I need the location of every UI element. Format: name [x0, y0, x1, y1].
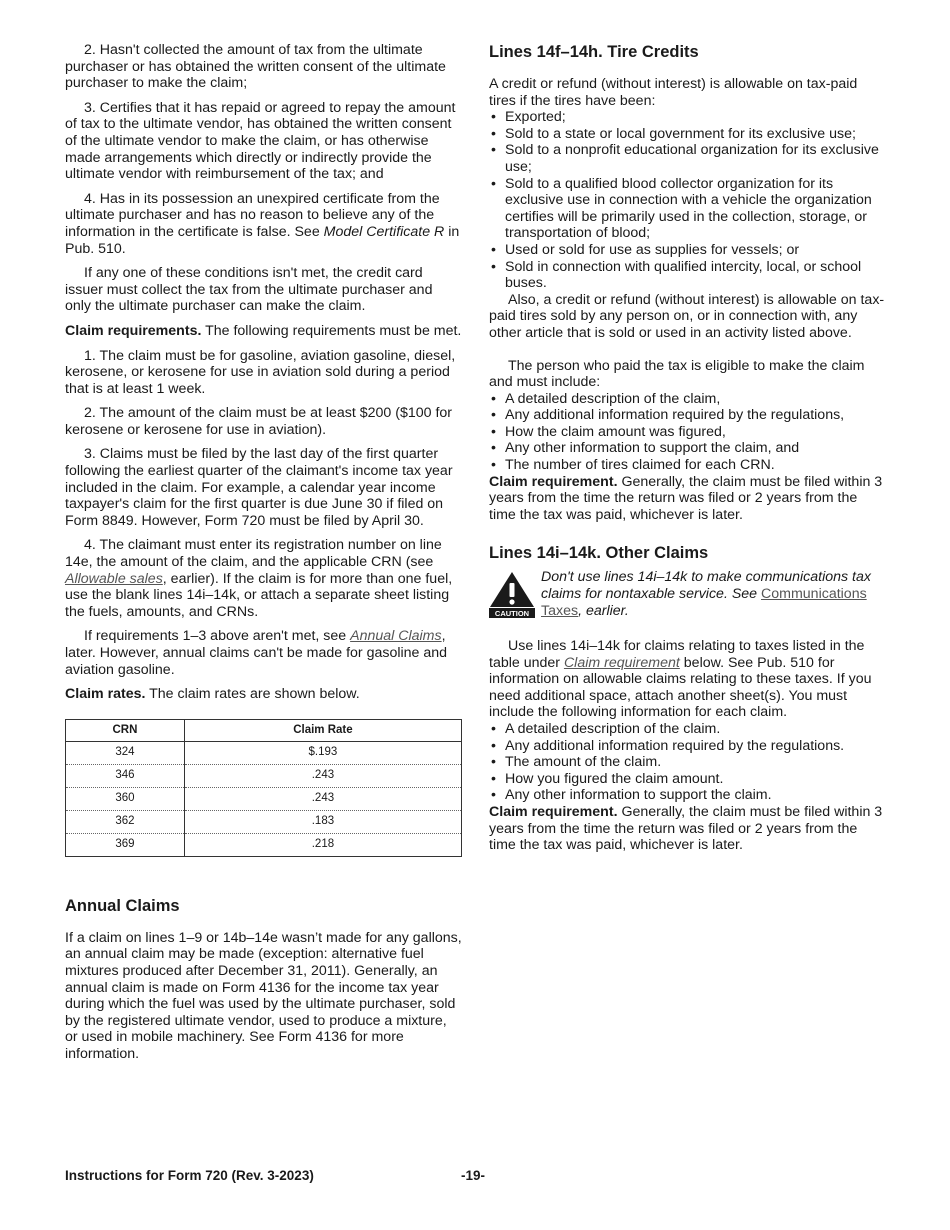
page-number: -19- — [461, 1168, 486, 1183]
claim-requirement-paragraph: Claim requirement. Generally, the claim must be filed within 3 years from the time the return was filed or 2 years from the time the tax was paid, whichever is later. — [489, 473, 883, 523]
list-item: • Used or sold for use as supplies for vessels; or — [489, 242, 886, 259]
list-item: • Exported; — [489, 109, 886, 126]
column-header: CRN — [66, 719, 185, 741]
table-row — [66, 741, 462, 764]
run-in-heading: Claim requirement. — [489, 803, 618, 820]
table-cell: 362 — [66, 810, 185, 833]
table-cell: .243 — [184, 764, 461, 787]
claim-requirements-paragraph: Claim requirements. The following requirements must be met. — [65, 322, 462, 339]
paragraph: If a claim on lines 1–9 or 14b–14e wasn’t made for any gallons, an annual claim may be made (exception: alternative fuel mixtures produced after December 31, 2011). Generally, an annual claim is made on Form 4136 for the income tax year during which the fuel was used by the ultimate purchaser, sold by the registered ultimate vendor, used to produce a mixture, or used in mobile machinery. See Form 4136 for more information. — [65, 929, 462, 1062]
list-item: • How the claim amount was figured, — [489, 424, 886, 441]
requirement-1: 1. The claim must be for gasoline, aviation gasoline, diesel, kerosene, or kerosene for use in aviation sold during a period that is at least 1 week. — [65, 347, 456, 397]
table-row — [66, 787, 462, 810]
list-item: • Sold to a qualified blood collector organization for its exclusive use in connection with a vehicle the organization certifies will be primarily used in the collection, storage, or transportation of blood; — [489, 176, 886, 242]
left-column — [65, 42, 462, 1063]
list-item: • A detailed description of the claim, — [489, 391, 886, 408]
requirement-4: 4. The claimant must enter its registration number on line 14e, the amount of the claim, and the applicable CRN (see Allowable sales, earlier). If the claim is for more than one fuel, use the blank lines 14i–14k, or attach a separate sheet listing the fuels, amounts, and CRNs. — [65, 537, 453, 620]
table-cell: 324 — [66, 741, 185, 764]
list-item: • The number of tires claimed for each CRN. — [489, 457, 886, 474]
claim-requirement-link[interactable]: Claim requirement — [563, 654, 680, 671]
table-header-row — [66, 719, 462, 741]
table-row — [66, 764, 462, 787]
paragraph: 2. Hasn't collected the amount of tax from the ultimate purchaser or has obtained the written consent of the ultimate purchaser to make the claim; — [65, 42, 446, 92]
warning-triangle-icon — [489, 571, 535, 619]
paragraph: The person who paid the tax is eligible to make the claim and must include: — [489, 357, 865, 391]
paragraph: 4. Has in its possession an unexpired certificate from the ultimate purchaser and has no reason to believe any of the information in the certificate is false. See Model Certificate R in Pub. 510. — [65, 190, 460, 257]
column-header: Claim Rate — [184, 719, 461, 741]
run-in-heading: Claim requirements. — [65, 322, 202, 339]
list-item: • Sold in connection with qualified intercity, local, or school buses. — [489, 259, 886, 292]
tire-credits-heading: Lines 14f–14h. Tire Credits — [489, 43, 699, 61]
caution-text: Don't use lines 14i–14k to make communications tax claims for nontaxable service. See Communications Taxes, earlier. — [541, 569, 871, 619]
paragraph: If any one of these conditions isn't met, the credit card issuer must collect the tax from the ultimate purchaser and only the ultimate purchaser can make the claim. — [65, 265, 433, 315]
paragraph: 3. Certifies that it has repaid or agreed to repay the amount of tax to the ultimate vendor, has obtained the written consent of the ultimate vendor to make the claim, or has otherwise made arrangements which directly or indirectly provide the ultimate vendor with reimbursement of the tax; and — [65, 99, 456, 183]
other-claims-heading: Lines 14i–14k. Other Claims — [489, 544, 709, 563]
list-item: • Sold to a state or local government for its exclusive use; — [489, 126, 886, 143]
model-certificate-ref: Model Certificate R — [323, 223, 445, 240]
table-cell: .243 — [184, 787, 461, 810]
tire-conditions-list — [489, 109, 886, 292]
table-cell: 346 — [66, 764, 185, 787]
right-column — [489, 42, 886, 854]
claim-contents-list — [489, 391, 886, 474]
annual-claims-link[interactable]: Annual Claims — [350, 628, 442, 645]
table-cell: .183 — [184, 810, 461, 833]
claim-rates-paragraph: Claim rates. The claim rates are shown below. — [65, 686, 360, 703]
run-in-heading: Claim rates. — [65, 686, 146, 703]
footer-form-title: Instructions for Form 720 (Rev. 3-2023) — [65, 1168, 314, 1183]
list-item: • Any other information to support the claim, and — [489, 440, 886, 457]
paragraph: Use lines 14i–14k for claims relating to taxes listed in the table under Claim requirement below. See Pub. 510 for information on allowable claims relating to these taxes. If you need additional space, attach another sheet(s). You must include the following information for each claim. — [489, 638, 872, 721]
caution-note — [489, 569, 886, 624]
annual-claims-heading: Annual Claims — [65, 896, 180, 915]
paragraph: If requirements 1–3 above aren't met, see Annual Claims, later. However, annual claims can't be made for gasoline and aviation gasoline. — [65, 628, 448, 678]
table-cell: 369 — [66, 833, 185, 856]
list-item: • The amount of the claim. — [489, 754, 886, 771]
requirement-2: 2. The amount of the claim must be at least $200 ($100 for kerosene or kerosene for use in aviation). — [65, 405, 453, 438]
table-row — [66, 810, 462, 833]
caution-icon — [489, 571, 535, 624]
requirement-3: 3. Claims must be filed by the last day of the first quarter following the earliest quarter of the claimant's income tax year included in the claim. For example, a calendar year income taxpayer's claim for the first quarter is due June 30 if filed on Form 8849. However, Form 720 must be filed by April 30. — [65, 446, 453, 529]
run-in-heading: Claim requirement. — [489, 473, 618, 490]
allowable-sales-link[interactable]: Allowable sales — [65, 570, 163, 587]
list-item: • Sold to a nonprofit educational organization for its exclusive use; — [489, 142, 886, 175]
list-item: • Any additional information required by the regulations. — [489, 738, 886, 755]
list-item: • Any other information to support the claim. — [489, 787, 886, 804]
communications-taxes-link[interactable]: Communications Taxes — [541, 586, 867, 619]
paragraph: Also, a credit or refund (without interest) is allowable on tax-paid tires sold by any person on, or in connection with, any other article that is sold or used in an activity listed above. — [489, 291, 885, 341]
table-row — [66, 833, 462, 856]
claim-rates-table — [65, 719, 462, 857]
claim-requirement-paragraph: Claim requirement. Generally, the claim must be filed within 3 years from the time the return was filed or 2 years from the time the tax was paid, whichever is later. — [489, 803, 883, 854]
paragraph: A credit or refund (without interest) is allowable on tax-paid tires if the tires have been: — [489, 76, 858, 109]
caution-label: CAUTION — [494, 609, 530, 619]
list-item: • How you figured the claim amount. — [489, 771, 886, 788]
table-cell: .218 — [184, 833, 461, 856]
other-claims-list — [489, 721, 886, 804]
table-cell: 360 — [66, 787, 185, 810]
list-item: • A detailed description of the claim. — [489, 721, 886, 738]
list-item: • Any additional information required by the regulations, — [489, 407, 886, 424]
table-cell: $.193 — [184, 741, 461, 764]
